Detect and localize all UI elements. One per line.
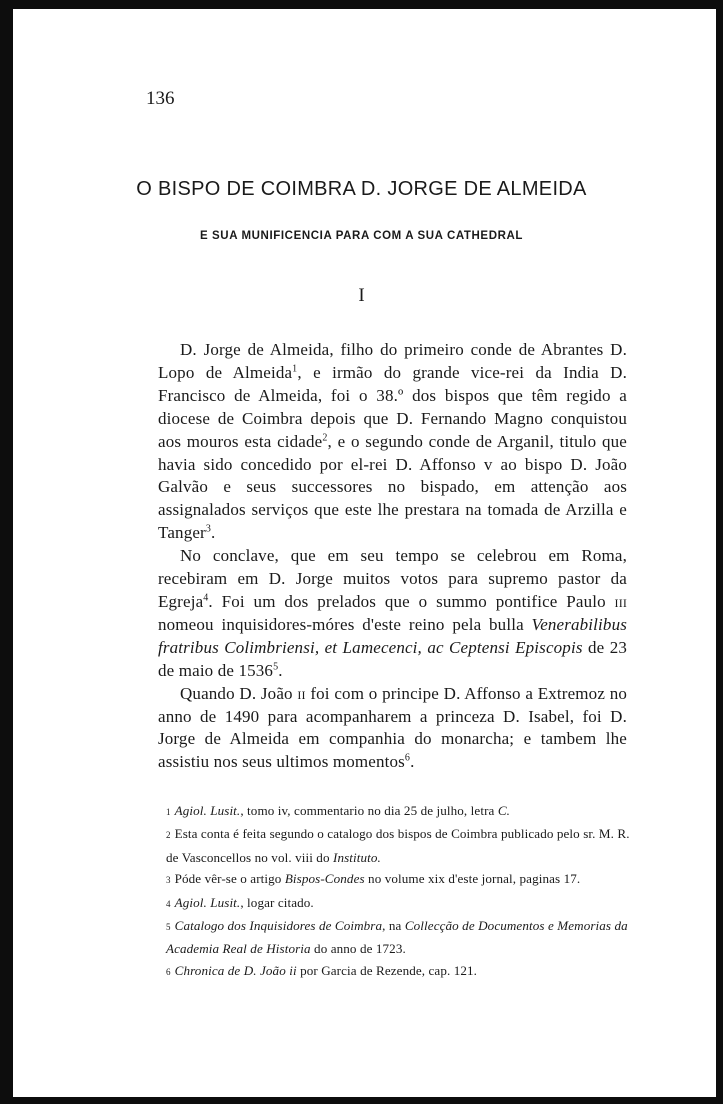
article-subtitle: E SUA MUNIFICENCIA PARA COM A SUA CATHEDRAL [199,230,524,242]
paragraph-1: D. Jorge de Almeida, filho do primeiro conde de Abrantes D. Lopo de Almeida$^1$, e irmão do grande vice-rei da India D. Francisco de Almeida, foi o 38.º dos bispos que têm regido a diocese de Coimbra depois que D. Fernando Magno conquistou aos mouros esta cidade$^2$, e o segundo conde de Arganil, titulo que havia sido concedido por el-rei D. Affonso v ao bispo D. João Galvão e seus successores no bispado, em attenção aos assignalados serviços que este lhe prestara na tomada de Arzilla e Tanger$^3$. [158,340,627,543]
article-title: O BISPO DE COIMBRA D. JORGE DE ALMEIDA [136,178,587,200]
paragraph-2: No conclave, que em seu tempo se celebrou em Roma, recebiram em D. Jorge muitos votos para supremo pastor da Egreja$^4$. Foi um dos prelados que o summo pontifice Paulo iii nomeou inquisidores-móres d'este reino pela bulla Venerabilibus fratribus Colimbriensi, et Lamecenci, ac Ceptensi Episcopis de 23 de maio de 1536$^5$. [158,546,628,680]
body-text [158,339,627,774]
bull-title: Venerabilibus fratribus Colimbriensi, et Lamecenci, ac Ceptensi Episcopis [158,614,627,657]
footnote-ref-2: 2 [322,431,328,443]
paragraph-3: Quando D. João ii foi com o principe D. Affonso a Extremoz no anno de 1490 para acompanharem a princeza D. Isabel, foi D. Jorge de Almeida em companhia do monarcha; e tambem lhe assistiu nos seus ultimos momentos$^6$. [158,683,628,772]
footnote-ref-4: 4 [203,592,209,604]
scan-border-top [0,0,723,9]
footnote-ref-3: 3 [205,523,212,535]
section-number: I [358,285,365,306]
king-numeral: ii [297,683,306,703]
footnotes [166,800,632,983]
footnote-4: 4 Agiol. Lusit., logar citado. [166,894,314,910]
footnote-1: 1 Agiol. Lusit., tomo iv, commentario no dia 25 de julho, letra C. [166,803,511,818]
scan-border-left [0,0,13,1104]
footnote-ref-6: 6 [404,752,411,764]
scan-border-right [716,0,723,1104]
pope-numeral: iii [614,591,627,611]
footnote-ref-5: 5 [273,661,279,673]
footnote-3: 3 Póde vêr-se o artigo Bispos-Condes no volume xix d'este jornal, paginas 17. [166,871,581,887]
footnote-2: 2 Esta conta é feita segundo o catalogo dos bispos de Coimbra publicado pelo sr. M. R. de Vasconcellos no vol. viii do Instituto. [166,826,630,865]
footnote-ref-1: 1 [292,363,298,375]
footnote-6: 6 Chronica de D. João ii por Garcia de Rezende, cap. 121. [166,962,478,978]
page-number: 136 [146,88,175,109]
footnote-5: 5 Catalogo dos Inquisidores de Coimbra, na Collecção de Documentos e Memorias da Academia Real de Historia do anno de 1723. [166,918,628,957]
scan-border-bottom [0,1097,723,1104]
